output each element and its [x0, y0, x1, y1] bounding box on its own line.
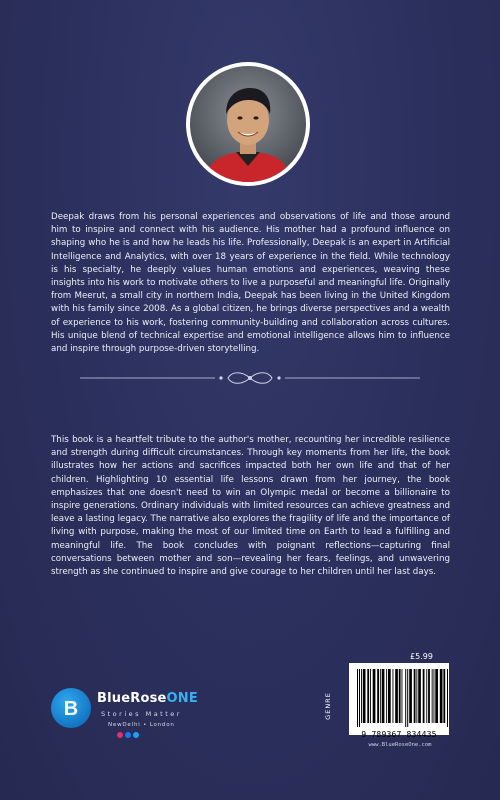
author-photo: [186, 62, 310, 186]
svg-text:B: B: [63, 698, 79, 720]
author-bio: Deepak draws from his personal experiences and observations of life and those around him to inspire and connect with his audience. His mother had a profound influence on shaping who he is and how he leads his life. Professionally, Deepak is an expert in Artificial Intelligence and Analytics, with over 18 years of experience in the field. While technology is his specialty, he deeply values human emotions and experiences, weaving these insights into his work to motivate others to live a purposeful and meaningful life. Originally from Meerut, a small city in northern India, Deepak has been living in the United Kingdom with his family since 2008. As a global citizen, he brings diverse perspectives and a wealth of experience to his work, fostering community-building and collaboration across cultures. His unique blend of technical expertise and emotional intelligence allows him to influence and inspire through purpose-driven storytelling.: [51, 212, 450, 355]
publisher-website: www.BlueRoseOne.com: [368, 742, 432, 748]
publisher-name-accent: ONE: [166, 691, 198, 706]
publisher-tagline: Stories Matter: [101, 710, 182, 718]
social-icons: [117, 732, 139, 740]
publisher-name: [97, 691, 198, 706]
ornamental-divider: [80, 367, 420, 389]
book-blurb: This book is a heartfelt tribute to the author's mother, recounting her incredible resilience and strength during difficult circumstances. Through key moments from her life, the book illustrates how her actions and sacrifices impacted both her own life and that of her children. Highlighting 10 essential life lessons drawn from her journey, the book emphasizes that one doesn't need to win an Olympic medal or become a billionaire to inspire generations. Ordinary individuals with limited resources can achieve greatness and leave a lasting legacy. The narrative also explores the fragility of life and the importance of living with purpose, making the most of our limited time on Earth to lead a fulfilling and meaningful life. The book concludes with poignant reflections—capturing final conversations between mother and son—revealing her fears, feelings, and unwavering strength as she continued to inspire and give courage to her children until her last days.: [51, 435, 450, 578]
instagram-icon: [117, 732, 123, 738]
genre-text: GENRE: [323, 692, 332, 720]
isbn-barcode: [349, 663, 449, 735]
publisher-logo: [51, 688, 251, 744]
barcode-bars: [349, 663, 449, 735]
publisher-cities: NewDelhi • London: [108, 722, 175, 728]
publisher-b-icon: [51, 688, 91, 728]
genre-label: [322, 688, 342, 728]
author-portrait-image: [190, 66, 306, 182]
isbn-number: 9 789367 834435: [361, 730, 437, 739]
facebook-icon: [125, 732, 131, 738]
price-label: £5.99: [410, 652, 433, 661]
twitter-icon: [133, 732, 139, 738]
publisher-name-main: BlueRose: [97, 691, 167, 706]
